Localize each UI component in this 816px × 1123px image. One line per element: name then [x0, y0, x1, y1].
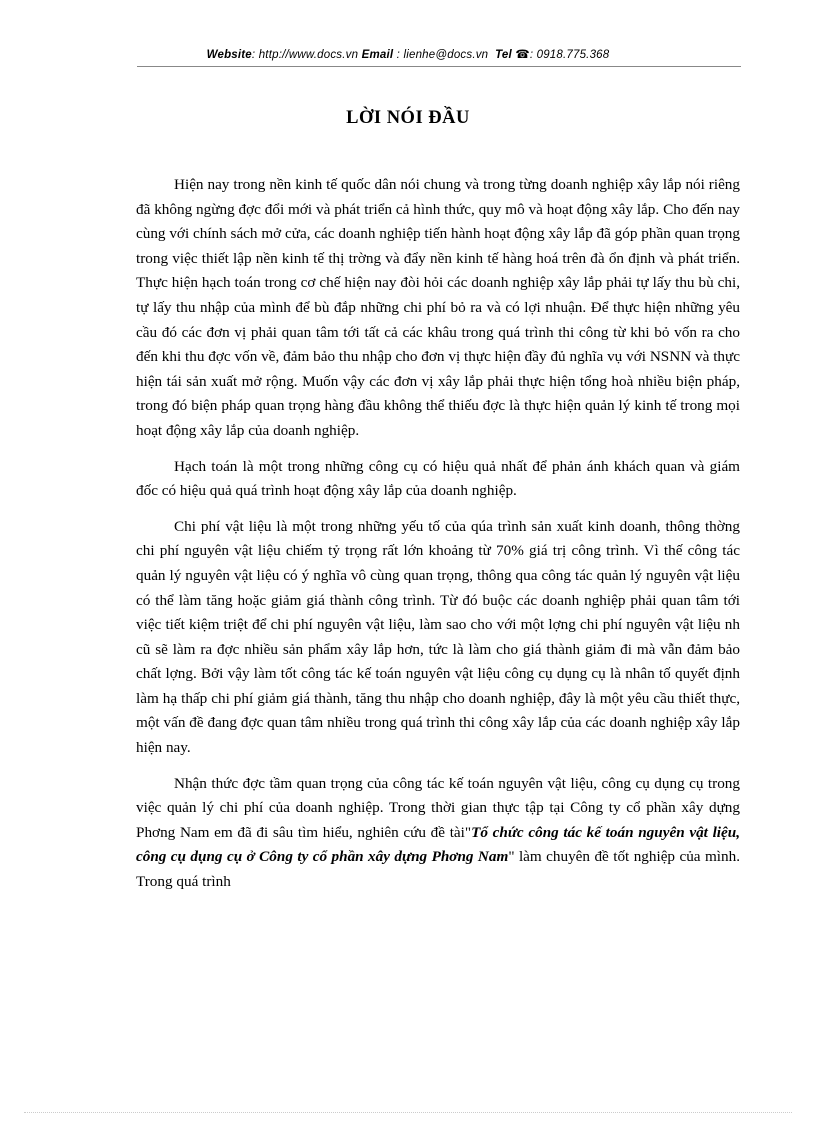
phone-icon: ☎	[515, 49, 530, 61]
page-title: LỜI NÓI ĐẦU	[346, 108, 470, 128]
paragraph-4-lead: Nhận thức đợc tầm quan trọng của công tác kế toán nguyên vật liệu, công cụ dụng cụ trong việc quản lý chi phí của doanh nghiệp. Trong thời gian thực tập tại Công ty cổ phần xây dựng Phơng Nam em đã đi sâu tìm hiểu, nghiên cứu đề tài"	[136, 774, 740, 841]
paragraph-1: Hiện nay trong nền kinh tế quốc dân nói chung và trong từng doanh nghiệp xây lắp nói riêng đã không ngừng đợc đổi mới và phát triển cả hình thức, quy mô và hoạt động xây lắp. Cho đến nay cùng với chính sách mở cửa, các doanh nghiệp tiến hành hoạt động xây lắp đã góp phần quan trọng trong việc thiết lập nền kinh tế thị trờng và đẩy nền kinh tế hàng hoá trên đà ổn định và phát triển. Thực hiện hạch toán trong cơ chế hiện nay đòi hỏi các doanh nghiệp xây lắp phải tự lấy thu bù chi, tự lấy thu nhập của mình để bù đắp những chi phí bỏ ra và có lợi nhuận. Để thực hiện những yêu cầu đó các đơn vị phải quan tâm tới tất cả các khâu trong quá trình thi công từ khi bỏ vốn ra cho đến khi thu đợc vốn về, đảm bảo thu nhập cho đơn vị thực hiện đầy đủ nghĩa vụ với NSNN và thực hiện tái sản xuất mở rộng. Muốn vậy các đơn vị xây lắp phải thực hiện tổng hoà nhiều biện pháp, trong đó biện pháp quan trọng hàng đầu không thể thiếu đợc là thực hiện quản lý kinh tế trong mọi hoạt động xây lắp của doanh nghiệp.	[136, 176, 740, 439]
paragraph-4	[136, 772, 740, 895]
paragraph-4-tail: " làm chuyên đề tốt nghiệp của mình. Trong quá trình	[136, 848, 740, 891]
website-label: Website	[206, 49, 252, 61]
tel-label: Tel	[495, 49, 512, 61]
tel-value: : 0918.775.368	[529, 49, 610, 61]
email-label: Email	[361, 49, 394, 61]
thesis-topic: Tổ chức công tác kế toán nguyên vật liệu, công cụ dụng cụ ở Công ty cổ phần xây dựng Phơng Nam	[136, 823, 740, 866]
footer-rule	[24, 1112, 792, 1113]
email-value: : lienhe@docs.vn	[393, 49, 489, 61]
document-body	[136, 173, 740, 906]
header-rule	[137, 66, 741, 67]
website-value: : http://www.docs.vn	[251, 49, 359, 61]
paragraph-3: Chi phí vật liệu là một trong những yếu tố của qúa trình sản xuất kinh doanh, thông thờng chi phí nguyên vật liệu chiếm tỷ trọng rất lớn khoảng từ 70% giá trị công trình. Vì thế công tác quản lý nguyên vật liệu có ý nghĩa vô cùng quan trọng, thông qua công tác quản lý nguyên vật liệu có thể làm tăng hoặc giảm giá thành công trình. Từ đó buộc các doanh nghiệp phải quan tâm tới việc tiết kiệm triệt để chi phí nguyên vật liệu, làm sao cho với một lợng chi phí nguyên vật liệu nh cũ sẽ làm ra đợc nhiều sản phẩm xây lắp hơn, tức là làm cho giá thành giảm đi mà vẫn đảm bảo chất lợng. Bởi vậy làm tốt công tác kế toán nguyên vật liệu công cụ dụng cụ là nhân tố quyết định làm hạ thấp chi phí giảm giá thành, tăng thu nhập cho doanh nghiệp, đây là một yêu cầu thiết thực, một vấn đề đang đợc quan tâm nhiều trong quá trình thi công xây lắp của các doanh nghiệp xây lắp hiện nay.	[136, 517, 740, 757]
page-header	[0, 47, 816, 61]
paragraph-2: Hạch toán là một trong những công cụ có hiệu quả nhất để phản ánh khách quan và giám đốc có hiệu quả quá trình hoạt động xây lắp của doanh nghiệp.	[136, 457, 740, 500]
